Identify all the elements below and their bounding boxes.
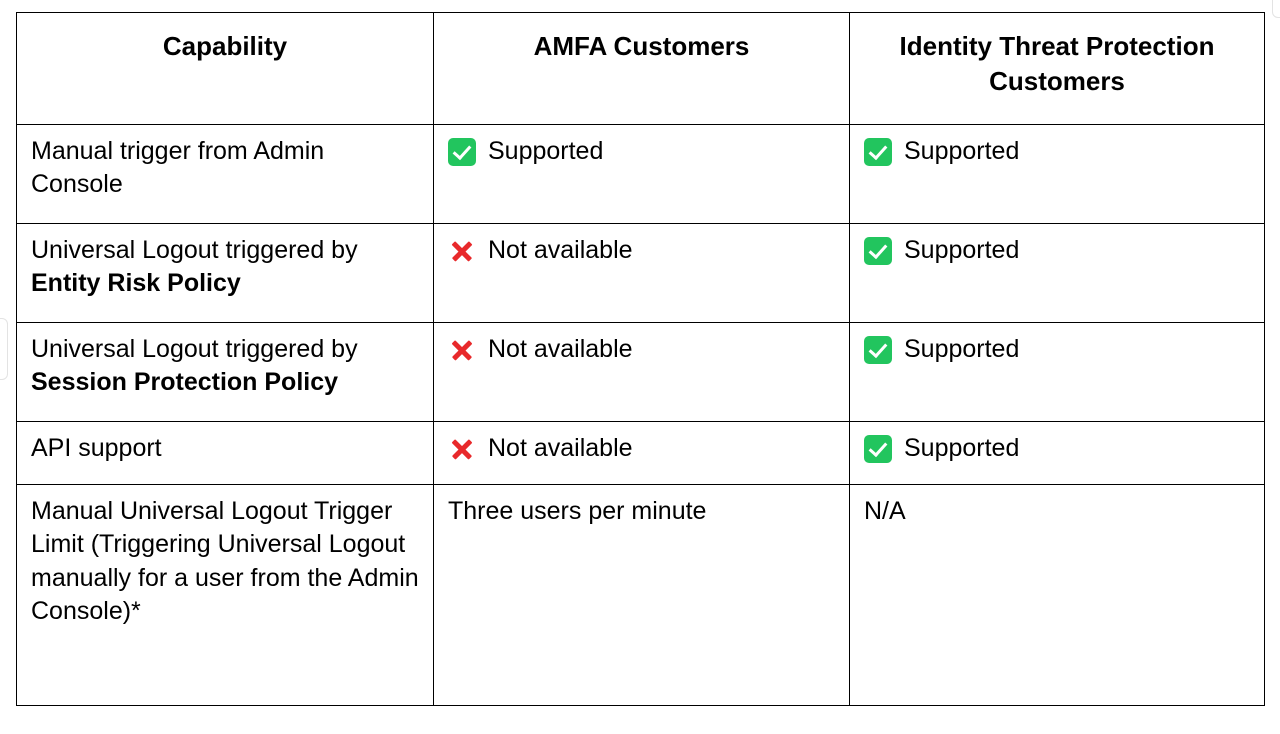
capability-cell — [17, 125, 434, 224]
check-icon — [864, 138, 892, 166]
itp-cell — [850, 323, 1265, 422]
table-row — [17, 323, 1265, 422]
itp-cell — [850, 485, 1265, 706]
status-label: Three users per minute — [448, 497, 707, 525]
status-group — [864, 135, 1250, 168]
amfa-cell — [434, 224, 850, 323]
status-label: Not available — [488, 236, 633, 264]
itp-cell — [850, 125, 1265, 224]
table-header — [17, 13, 1265, 125]
amfa-cell — [434, 125, 850, 224]
status-group — [864, 234, 1250, 267]
check-icon — [864, 435, 892, 463]
capability-text-bold: Entity Risk Policy — [31, 269, 241, 298]
comparison-table-container — [16, 12, 1264, 706]
capability-text: Manual trigger from Admin Console — [31, 137, 325, 199]
amfa-cell — [434, 485, 850, 706]
status-label: Supported — [488, 137, 604, 165]
column-header-capability: Capability — [17, 13, 434, 125]
column-header-amfa-customers: AMFA Customers — [434, 13, 850, 125]
status-group — [448, 333, 835, 366]
status-group — [448, 234, 835, 267]
status-label: Supported — [904, 137, 1020, 165]
capability-cell — [17, 485, 434, 706]
amfa-cell — [434, 422, 850, 485]
status-label: Supported — [904, 434, 1020, 462]
status-group — [448, 135, 835, 168]
status-label: Supported — [904, 335, 1020, 363]
cross-icon — [448, 435, 476, 463]
capability-text: Universal Logout triggered by — [31, 335, 358, 363]
capability-text: Manual Universal Logout Trigger Limit (Triggering Universal Logout manually for a user from the Admin Console)* — [31, 497, 419, 625]
itp-cell — [850, 422, 1265, 485]
amfa-cell — [434, 323, 850, 422]
column-header-identity-threat-protection-customers: Identity Threat Protection Customers — [850, 13, 1265, 125]
table-header-row — [17, 13, 1265, 125]
status-group — [864, 333, 1250, 366]
status-label: N/A — [864, 497, 906, 525]
status-label: Supported — [904, 236, 1020, 264]
table-row — [17, 224, 1265, 323]
check-icon — [448, 138, 476, 166]
status-label: Not available — [488, 335, 633, 363]
itp-cell — [850, 224, 1265, 323]
capability-text-bold: Session Protection Policy — [31, 368, 339, 397]
capability-text: Universal Logout triggered by — [31, 236, 358, 264]
check-icon — [864, 336, 892, 364]
table-row — [17, 422, 1265, 485]
status-label: Not available — [488, 434, 633, 462]
capability-cell — [17, 224, 434, 323]
table-row — [17, 485, 1265, 706]
table-body — [17, 125, 1265, 706]
table-row — [17, 125, 1265, 224]
capability-text: API support — [31, 434, 162, 462]
check-icon — [864, 237, 892, 265]
status-group — [864, 432, 1250, 465]
status-group — [448, 432, 835, 465]
page-edge-artifact-right — [1272, 0, 1280, 18]
capability-cell — [17, 422, 434, 485]
capability-comparison-table — [16, 12, 1265, 706]
capability-cell — [17, 323, 434, 422]
cross-icon — [448, 237, 476, 265]
page-edge-artifact-left — [0, 318, 8, 380]
cross-icon — [448, 336, 476, 364]
